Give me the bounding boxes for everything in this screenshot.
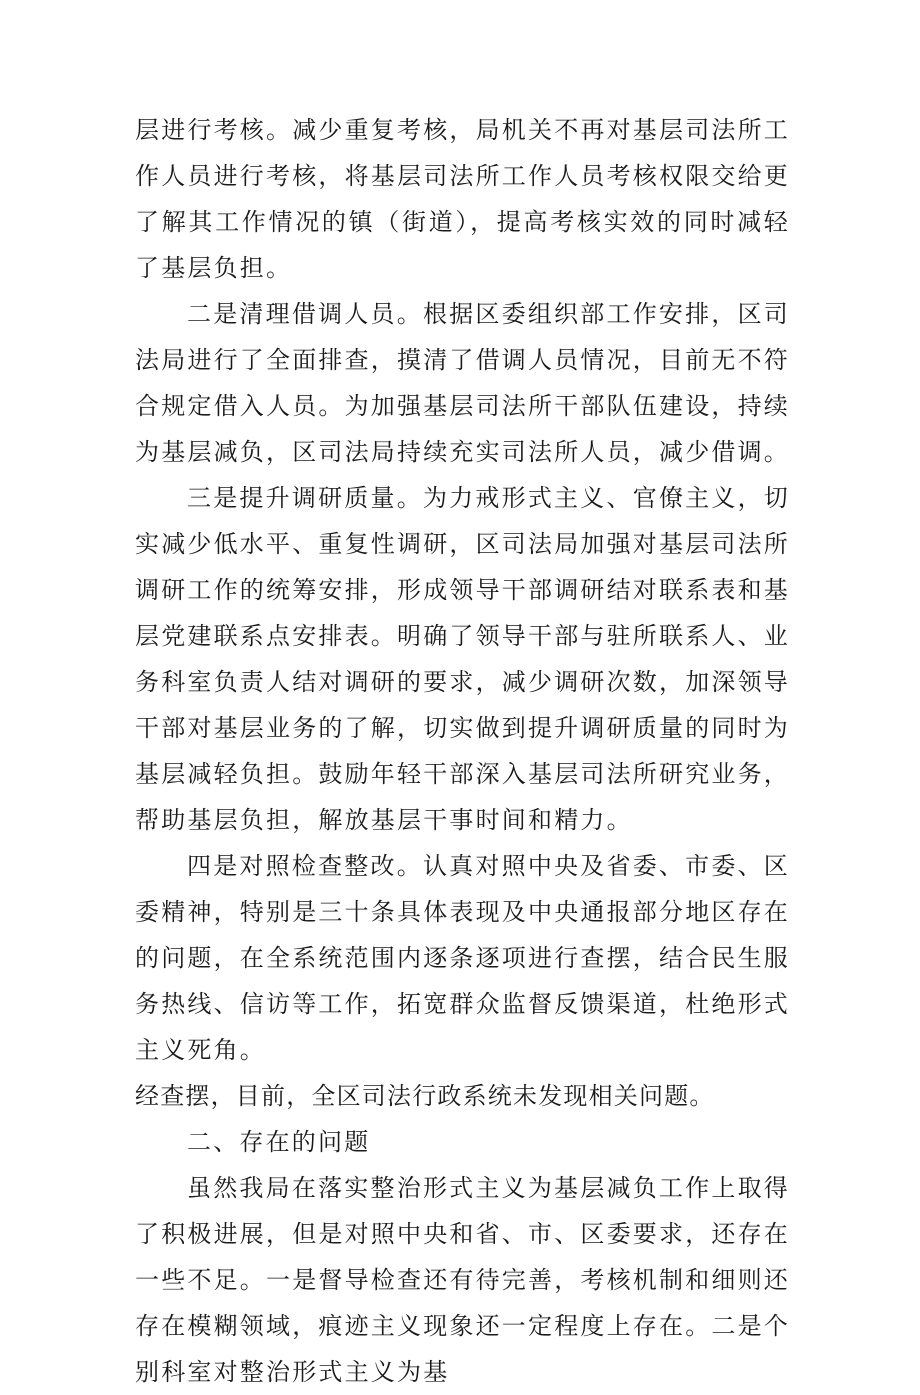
paragraph-assessment-continuation: 层进行考核。减少重复考核，局机关不再对基层司法所工作人员进行考核，将基层司法所工作人员考核权限交给更了解其工作情况的镇（街道），提高考核实效的同时减轻了基层负担。 [135, 116, 790, 282]
paragraph-research-quality: 三是提升调研质量。为力戒形式主义、官僚主义，切实减少低水平、重复性调研，区司法局加强对基层司法所调研工作的统筹安排，形成领导干部调研结对联系表和基层党建联系点安排表。明确了领导干部与驻所联系人、业务科室负责人结对调研的要求，减少调研次数，加深领导干部对基层业务的了解，切实做到提升调研质量的同时为基层减轻负担。鼓励年轻干部深入基层司法所研究业务，帮助基层负担，解放基层干事时间和精力。 [135, 484, 790, 834]
paragraph-inspection-result: 经查摆，目前，全区司法行政系统未发现相关问题。 [135, 1082, 715, 1110]
paragraph-inspection-rectification: 四是对照检查整改。认真对照中央及省委、市委、区委精神，特别是三十条具体表现及中央通报部分地区存在的问题，在全系统范围内逐条逐项进行查摆，结合民生服务热线、信访等工作，拓宽群众监督反馈渠道，杜绝形式主义死角。 [135, 852, 790, 1064]
document-body [135, 107, 790, 1395]
section-heading-problems: 二、存在的问题 [187, 1128, 371, 1156]
paragraph-seconded-staff: 二是清理借调人员。根据区委组织部工作安排，区司法局进行了全面排查，摸清了借调人员情况，目前无不符合规定借入人员。为加强基层司法所干部队伍建设，持续为基层减负，区司法局持续充实司法所人员，减少借调。 [135, 300, 790, 466]
paragraph-problems: 虽然我局在落实整治形式主义为基层减负工作上取得了积极进展，但是对照中央和省、市、区委要求，还存在一些不足。一是督导检查还有待完善，考核机制和细则还存在模糊领域，痕迹主义现象还一定程度上存在。二是个别科室对整治形式主义为基 [135, 1174, 790, 1386]
